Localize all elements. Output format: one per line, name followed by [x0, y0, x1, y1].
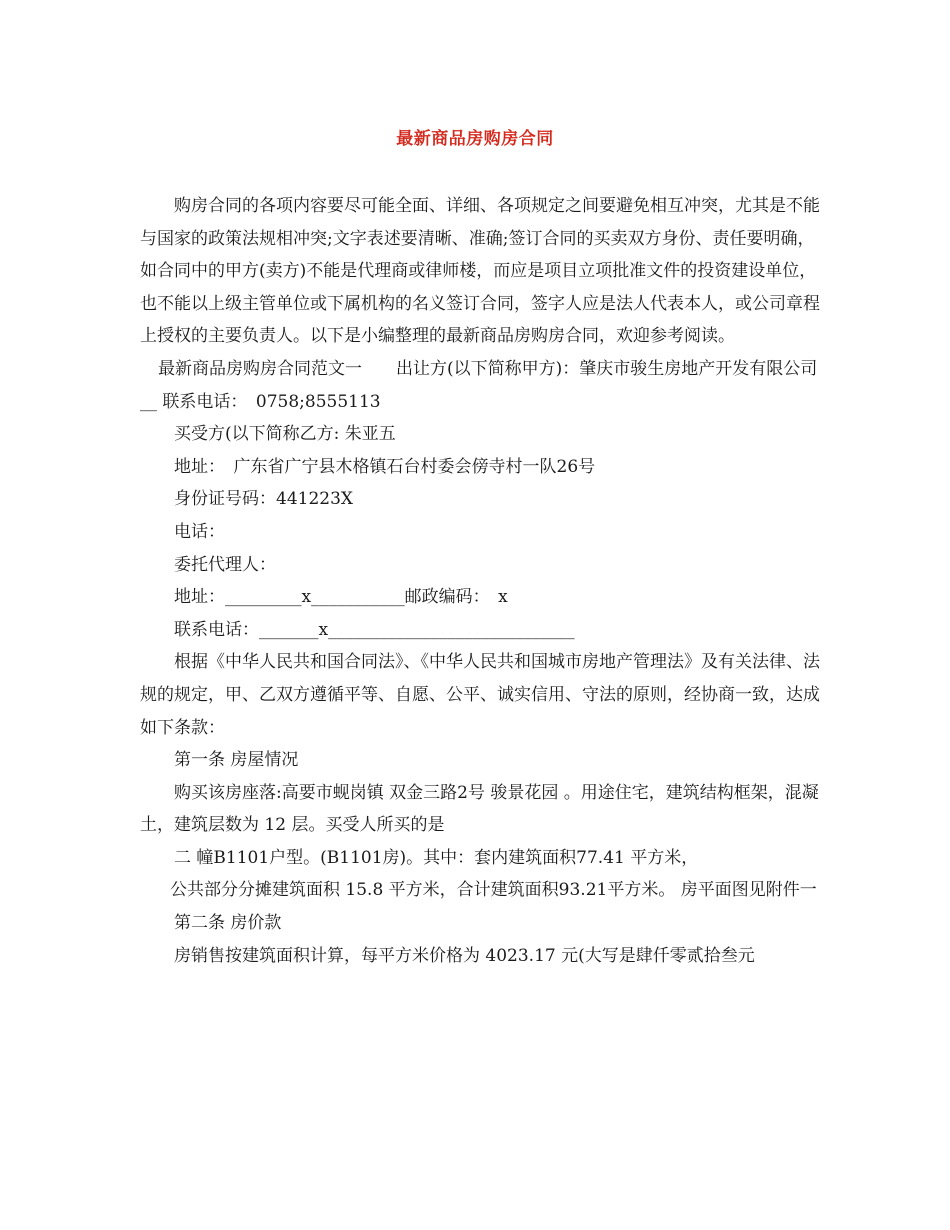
document-title: 最新商品房购房合同: [396, 129, 554, 149]
buyer-address-line: 地址： 广东省广宁县木格镇石台村委会傍寺村一队26号: [174, 456, 596, 477]
buyer-line: 买受方(以下简称乙方: 朱亚五: [174, 424, 396, 445]
agent-address-line: 地址：_________x___________邮政编码： x: [174, 587, 508, 608]
unit-type-line: 二 幢B1101户型。(B1101房)。其中：套内建筑面积77.41 平方米，: [174, 847, 699, 868]
phone-line: 电话：: [174, 521, 225, 542]
area-paragraph: 公共部分分摊建筑面积 15.8 平方米，合计建筑面积93.21平方米。 房平面图见附件一: [170, 880, 817, 901]
property-location-paragraph: 购买该房座落:高要市蚬岗镇 双金三路2号 骏景花园 。用途住宅，建筑结构框架，混凝土，建筑层数为 12 层。买受人所买的是: [140, 782, 819, 836]
price-paragraph: 房销售按建筑面积计算，每平方米价格为 4023.17 元(大写是肆仟零贰拾叁元: [174, 945, 755, 966]
seller-paragraph: 最新商品房购房合同范文一 出让方(以下简称甲方)：肇庆市骏生房地产开发有限公司__ 联系电话： 0758;8555113: [140, 358, 818, 412]
document-body: [140, 190, 820, 972]
agent-line: 委托代理人：: [174, 554, 276, 575]
article-1-heading: 第一条 房屋情况: [174, 750, 299, 771]
intro-paragraph: 购房合同的各项内容要尽可能全面、详细、各项规定之间要避免相互冲突，尤其是不能与国家的政策法规相冲突;文字表述要清晰、准确;签订合同的买卖双方身份、责任要明确，如合同中的甲方(卖方)不能是代理商或律师楼，而应是项目立项批准文件的投资建设单位，也不能以上级主管单位或下属机构的名义签订合同，签字人应是法人代表本人，或公司章程上授权的主要负责人。以下是小编整理的最新商品房购房合同，欢迎参考阅读。: [140, 196, 820, 347]
agent-phone-line: 联系电话：_______x_____________________________: [174, 619, 575, 640]
article-2-heading: 第二条 房价款: [174, 913, 282, 934]
id-number-line: 身份证号码：441223X: [174, 489, 353, 510]
legal-basis-paragraph: 根据《中华人民共和国合同法》、《中华人民共和国城市房地产管理法》及有关法律、法规的规定，甲、乙双方遵循平等、自愿、公平、诚实信用、守法的原则，经协商一致，达成如下条款：: [140, 652, 820, 738]
